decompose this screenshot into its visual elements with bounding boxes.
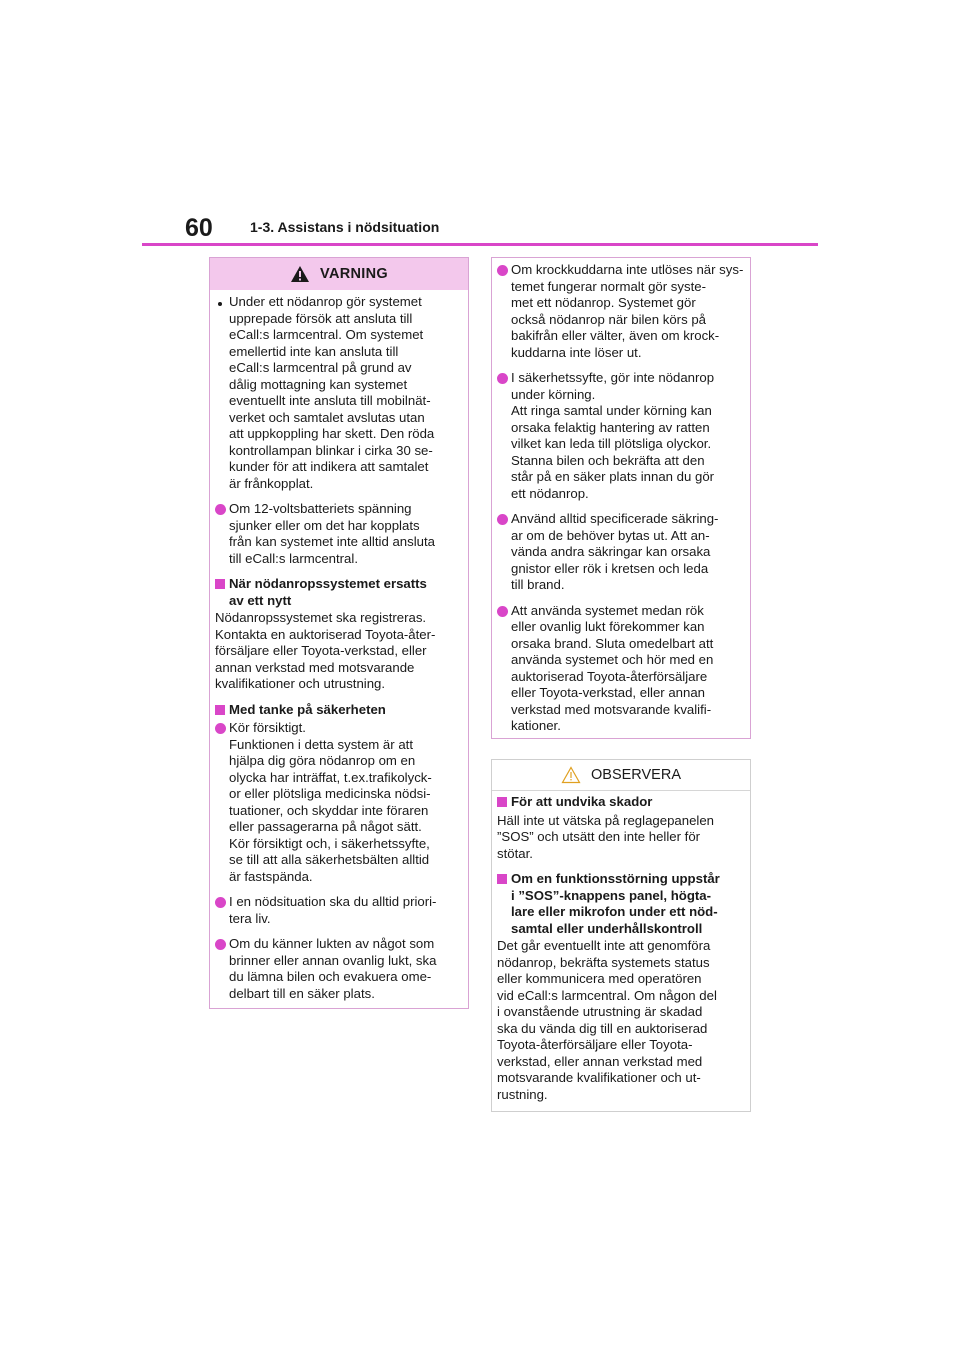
- item-text: Om 12-voltsbatteriets spänning sjunker eller om det har kopplats från kan systemet inte alltid ansluta till eCall:s larmcentral.: [229, 501, 435, 566]
- warning-continued-box: [491, 257, 751, 739]
- warning-box-header: [210, 258, 468, 290]
- item-text: Om en funktionsstörning uppstår i ”SOS”-knappens panel, högta- lare eller mikrofon under ett nöd- samtal eller underhållskontroll: [511, 871, 720, 936]
- list-item: [215, 936, 462, 1002]
- square-marker-icon: [215, 705, 225, 715]
- list-item: [497, 370, 744, 502]
- subheading: [497, 871, 744, 937]
- subheading: [215, 576, 462, 609]
- paragraph: Det går eventuellt inte att genomföra nödanrop, bekräfta systemets status eller kommunicera med operatören vid eCall:s larmcentral. Om någon del i ovanstående utrustning är skadad ska du vända dig till en auktoriserad Toyota-återförsäljare eller Toyota- verkstad, eller annan verkstad med motsvarande kvalifikationer och ut- rustning.: [497, 938, 717, 1102]
- notice-box-header: [492, 760, 750, 791]
- list-item: [215, 501, 462, 567]
- item-text: Om du känner lukten av något som brinner eller annan ovanlig lukt, ska du lämna bilen och evakuera ome- delbart till en säker plats.: [229, 936, 437, 1001]
- notice-box: [491, 759, 751, 1112]
- list-item: [497, 262, 744, 361]
- item-text: Använd alltid specificerade säkring- ar om de behöver bytas ut. Att an- vända andra säkringar kan orsaka gnistor eller rök i kretsen och leda till brand.: [511, 511, 719, 592]
- item-text: För att undvika skador: [511, 794, 653, 809]
- item-text: Med tanke på säkerheten: [229, 701, 386, 717]
- notice-box-body: [492, 791, 750, 1103]
- item-text: Under ett nödanrop gör systemet upprepade försök att ansluta till eCall:s larmcentral. Om systemet emellertid inte kan ansluta till eCall:s larmcentral på grund av dålig mottagning kan systemet eventuellt inte ansluta till mobilnät- verket och samtalet avslutas utan att uppkoppling har skett. Den röda kontrollampan blinkar i cirka 30 se- kunder för att indikera att samtalet är frånkopplat.: [229, 294, 435, 491]
- list-item: [215, 720, 462, 885]
- bullet-icon: [218, 302, 222, 306]
- circle-bullet-icon: [215, 504, 226, 515]
- caution-triangle-icon: [561, 766, 581, 784]
- header-rule: [142, 243, 818, 246]
- notice-title: OBSERVERA: [591, 767, 681, 783]
- warning-box-body: [210, 290, 468, 1002]
- item-text: När nödanropssystemet ersatts av ett nytt: [229, 576, 427, 608]
- item-text: I säkerhetssyfte, gör inte nödanrop under körning. Att ringa samtal under körning kan orsaka felaktig hantering av ratten vilket kan leda till plötsliga olyckor. Stanna bilen och bekräfta att den står på en säker plats innan du gör ett nödanrop.: [511, 370, 715, 501]
- item-text: Att använda systemet medan rök eller ovanlig lukt förekommer kan orsaka brand. Sluta omedelbart att använda systemet och hör med en auktoriserad Toyota-återförsäljare eller Toyota-verkstad, eller annan verkstad med motsvarande kvalifi- kationer.: [511, 602, 714, 733]
- list-item: [497, 511, 744, 594]
- warning-continued-body: [492, 258, 750, 735]
- square-marker-icon: [497, 797, 507, 807]
- subheading: [215, 702, 462, 720]
- subheading: [497, 794, 744, 812]
- list-item: [497, 603, 744, 735]
- circle-bullet-icon: [215, 939, 226, 950]
- item-text: I en nödsituation ska du alltid priori- tera liv.: [229, 894, 437, 926]
- paragraph: Häll inte ut vätska på reglagepanelen ”SOS” och utsätt den inte heller för stötar.: [497, 812, 715, 861]
- square-marker-icon: [497, 874, 507, 884]
- circle-bullet-icon: [215, 897, 226, 908]
- square-marker-icon: [215, 579, 225, 589]
- circle-bullet-icon: [215, 723, 226, 734]
- page-number: 60: [185, 214, 213, 242]
- warning-title: VARNING: [320, 266, 388, 282]
- circle-bullet-icon: [497, 373, 508, 384]
- list-item: [215, 894, 462, 927]
- warning-box: [209, 257, 469, 1009]
- section-title: 1-3. Assistans i nödsituation: [250, 219, 440, 235]
- item-text: Om krockkuddarna inte utlöses när sys- temet fungerar normalt gör syste- met ett nödanrop. Systemet gör också nödanrop när bilen körs på bakifrån eller välter, även om krock- kuddarna inte löser ut.: [511, 262, 744, 360]
- item-text: Kör försiktigt. Funktionen i detta system är att hjälpa dig göra nödanrop om en olycka har inträffat, t.ex.trafikolyck- or eller plötsliga medicinska nödsi- tuationer, och skyddar inte föraren eller passagerarna på något sätt. Kör försiktigt och, i säkerhetssyfte, se till att alla säkerhetsbälten alltid är fastspända.: [229, 720, 432, 884]
- circle-bullet-icon: [497, 265, 508, 276]
- circle-bullet-icon: [497, 514, 508, 525]
- list-item: [215, 294, 462, 492]
- warning-triangle-icon: [290, 265, 310, 283]
- circle-bullet-icon: [497, 606, 508, 617]
- paragraph: Nödanropssystemet ska registreras. Kontakta en auktoriserad Toyota-åter- försäljare eller Toyota-verkstad, eller annan verkstad med motsvarande kvalifikationer och utrustning.: [215, 610, 436, 691]
